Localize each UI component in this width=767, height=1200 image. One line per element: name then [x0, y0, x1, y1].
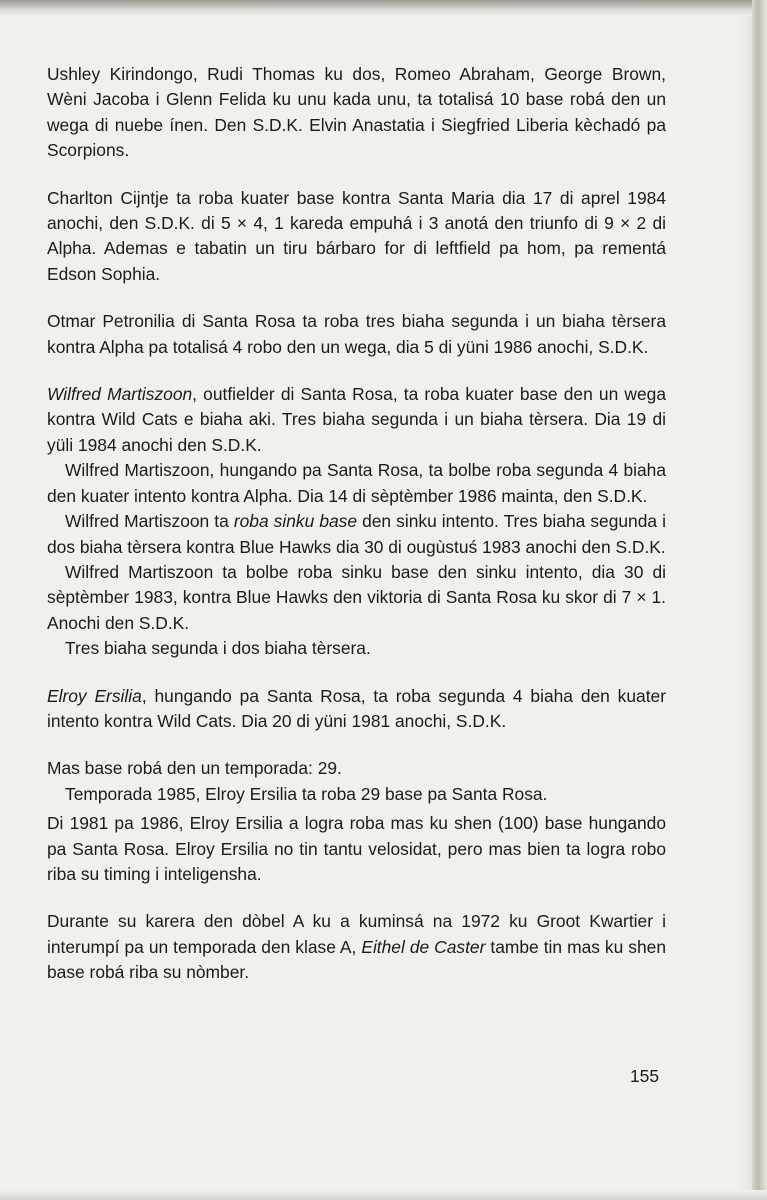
paragraph: Wilfred Martiszoon ta bolbe roba sinku base den sinku intento, dia 30 di sèptèmber 1983, kontra Blue Hawks den viktoria di Santa Rosa ku skor di 7 × 1. Anochi den S.D.K. — [47, 561, 666, 633]
paragraph: Wilfred Martiszoon, hungando pa Santa Rosa, ta bolbe roba segunda 4 biaha den kuater intento kontra Alpha. Dia 14 di sèptèmber 1986 mainta, den S.D.K. — [47, 460, 666, 506]
paragraph: Charlton Cijntje ta roba kuater base kontra Santa Maria dia 17 di aprel 1984 anochi, den S.D.K. di 5 × 4, 1 kareda empuhá i 3 anotá den triunfo di 9 × 2 di Alpha. Ademas e tabatin un tiru bárbaro for di leftfield pa hom, pa rementá Edson Sophia. — [47, 187, 666, 284]
paragraph: Di 1981 pa 1986, Elroy Ersilia a logra roba mas ku shen (100) base hungando pa Santa Rosa. Elroy Ersilia no tin tantu velosidat, pero mas bien ta logra robo riba su timing i inteligensha. — [47, 813, 666, 884]
player-name: Eithel de Caster — [361, 936, 486, 957]
paragraph: Otmar Petronilia di Santa Rosa ta roba tres biaha segunda i un biaha tèrsera kontra Alpha pa totalisá 4 robo den un wega, dia 5 di yüni 1986 anochi, S.D.K. — [47, 311, 666, 357]
body-text — [47, 62, 666, 986]
paragraph: Mas base robá den un temporada: 29. — [47, 758, 342, 779]
player-name: Wilfred Martiszoon — [47, 384, 193, 405]
emphasis: roba sinku base — [233, 511, 358, 532]
paragraph: Wilfred Martiszoon ta roba sinku base den sinku intento. Tres biaha segunda i dos biaha tèrsera kontra Blue Hawks dia 30 di ougùstuś 1983 anochi den S.D.K. — [47, 511, 666, 557]
paragraph: Elroy Ersilia, hungando pa Santa Rosa, ta roba segunda 4 biaha den kuater intento kontra Wild Cats. Dia 20 di yüni 1981 anochi, S.D.K. — [47, 685, 666, 731]
paragraph: Temporada 1985, Elroy Ersilia ta roba 29 base pa Santa Rosa. — [65, 783, 548, 804]
page-top-edge — [0, 0, 767, 16]
paragraph: Wilfred Martiszoon, outfielder di Santa Rosa, ta roba kuater base den un wega kontra Wild Cats e biaha aki. Tres biaha segunda i un biaha tèrsera. Dia 19 di yüli 1984 anochi den S.D.K. — [47, 384, 666, 455]
player-name: Elroy Ersilia — [47, 685, 142, 706]
book-spine-edge — [752, 0, 767, 1200]
paragraph: Durante su karera den dòbel A ku a kuminsá na 1972 ku Groot Kwartier i interumpí pa un temporada den klase A, Eithel de Caster tambe tin mas ku shen base robá riba su nòmber. — [47, 911, 666, 983]
page-number: 155 — [630, 1066, 660, 1086]
paragraph: Tres biaha segunda i dos biaha tèrsera. — [65, 638, 371, 659]
paragraph: Ushley Kirindongo, Rudi Thomas ku dos, Romeo Abraham, George Brown, Wèni Jacoba i Glenn Felida ku unu kada unu, ta totalisá 10 base robá den un wega di nuebe ínen. Den S.D.K. Elvin Anastatia i Siegfried Liberia kèchadó pa Scorpions. — [47, 64, 666, 161]
page-bottom-edge — [0, 1190, 767, 1200]
